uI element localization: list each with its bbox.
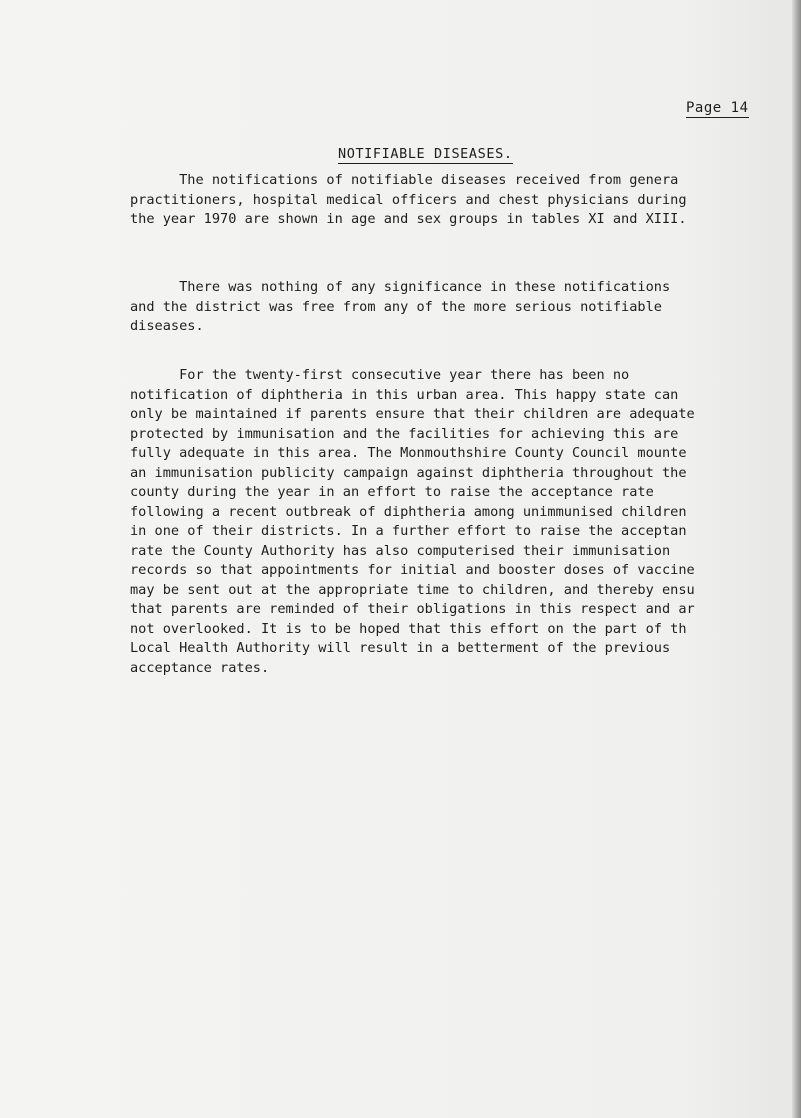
text-line: rate the County Authority has also computerised their immunisation bbox=[130, 542, 671, 559]
paragraph-diphtheria bbox=[130, 366, 794, 678]
page-number: Page 14 bbox=[686, 100, 749, 116]
paragraph-significance bbox=[130, 278, 794, 337]
text-line: records so that appointments for initial and booster doses of vaccine bbox=[130, 562, 695, 578]
text-line: in one of their districts. In a further effort to raise the acceptan bbox=[130, 523, 687, 539]
text-line: and the district was free from any of the more serious notifiable bbox=[130, 298, 662, 315]
text-line: Local Health Authority will result in a betterment of the previous bbox=[130, 640, 671, 656]
text-line: that parents are reminded of their obligations in this respect and ar bbox=[130, 601, 695, 617]
text-line: may be sent out at the appropriate time to children, and thereby ensu bbox=[130, 581, 695, 598]
text-line: following a recent outbreak of diphtheria among unimmunised children bbox=[130, 503, 687, 520]
paragraph-notifications bbox=[130, 171, 794, 230]
text-line: acceptance rates. bbox=[130, 659, 270, 676]
text-line: county during the year in an effort to raise the acceptance rate bbox=[130, 484, 654, 500]
text-line: protected by immunisation and the facilities for achieving this are bbox=[130, 425, 679, 442]
text-line: practitioners, hospital medical officers and chest physicians during bbox=[130, 191, 687, 208]
text-line: only be maintained if parents ensure that their children are adequate bbox=[130, 406, 695, 422]
section-heading: NOTIFIABLE DISEASES. bbox=[338, 146, 513, 162]
text-line: not overlooked. It is to be hoped that this effort on the part of th bbox=[130, 620, 687, 637]
text-line: an immunisation publicity campaign against diphtheria throughout the bbox=[130, 464, 687, 481]
text-line: For the twenty-first consecutive year there has been no bbox=[130, 367, 630, 383]
text-line: diseases. bbox=[130, 318, 204, 334]
text-line: fully adequate in this area. The Monmouthshire County Council mounte bbox=[130, 445, 687, 461]
text-line: The notifications of notifiable diseases received from genera bbox=[130, 172, 679, 188]
text-line: There was nothing of any significance in these notifications bbox=[130, 279, 671, 295]
text-line: the year 1970 are shown in age and sex groups in tables XI and XIII. bbox=[130, 211, 687, 227]
text-line: notification of diphtheria in this urban area. This happy state can bbox=[130, 386, 679, 403]
